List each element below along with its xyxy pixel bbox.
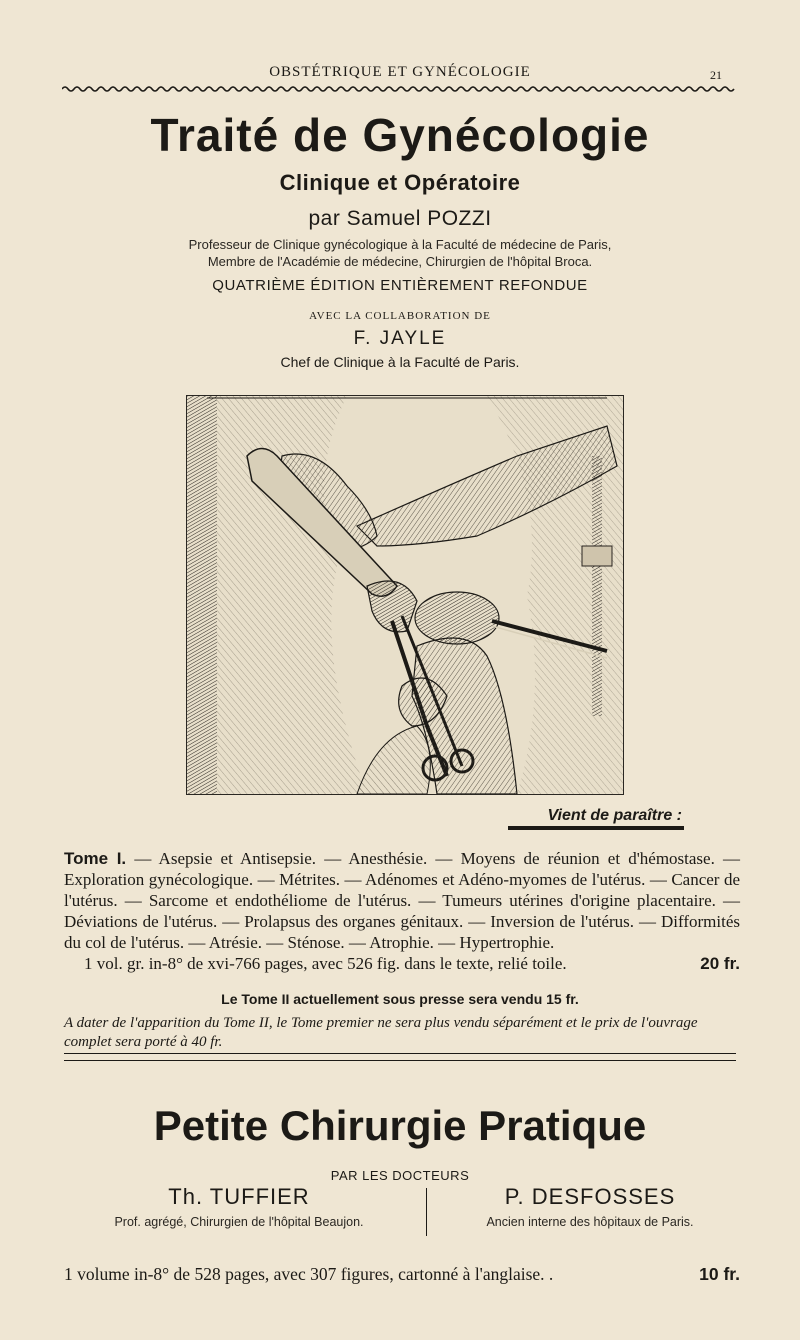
book1-credentials-1: Professeur de Clinique gynécologique à la Faculté de médecine de Paris, — [188, 237, 612, 252]
page-number: 21 — [710, 68, 722, 82]
author1-name: Th. TUFFIER — [168, 1184, 310, 1209]
book1-edition: QUATRIÈME ÉDITION ENTIÈREMENT REFONDUE — [212, 277, 588, 294]
author2-role: Ancien interne des hôpitaux de Paris. — [486, 1215, 694, 1229]
book2-title: Petite Chirurgie Pratique — [153, 1102, 647, 1149]
book2-author2 — [430, 1184, 750, 1229]
price-note: A dater de l'apparition du Tome II, le Tome premier ne sera plus vendu séparément et le prix de l'ouvrage complet sera porté à 40 fr. — [64, 1015, 698, 1050]
book1-subtitle: Clinique et Opératoire — [279, 170, 521, 195]
author-divider — [426, 1188, 427, 1236]
tome-description — [64, 848, 740, 974]
book1-author: par Samuel POZZI — [308, 207, 492, 230]
volume-details-1: 1 vol. gr. in-8° de xvi-766 pages, avec 526 fig. dans le texte, relié toile. — [84, 954, 567, 973]
price-2: 10 fr. — [699, 1264, 740, 1284]
surgical-engraving-illustration — [186, 395, 624, 795]
book1-credentials-2: Membre de l'Académie de médecine, Chirurgien de l'hôpital Broca. — [207, 254, 593, 269]
book2-author1 — [64, 1184, 414, 1229]
header-title: OBSTÉTRIQUE ET GYNÉCOLOGIE — [269, 64, 531, 80]
tome-contents: — Asepsie et Antisepsie. — Anesthésie. — Moyens de réunion et d'hémostase. — Exploration gynécologique. — Métrites. — Adénomes et Adéno-myomes de l'utérus. — Cancer de l'utérus. — Sarcome et endothéliome de l'utérus. — Tumeurs utérines d'origine placentaire. — Déviations de l'utérus. — Prolapsus des organes génitaux. — Inversion de l'utérus. — Difformités du col de l'utérus. — Atrésie. — Sténose. — Atrophie. — Hypertrophie. — [64, 849, 741, 952]
price-1: 20 fr. — [700, 954, 740, 973]
volume-line-1 — [64, 953, 740, 974]
author1-role: Prof. agrégé, Chirurgien de l'hôpital Beaujon. — [114, 1215, 364, 1229]
running-header — [60, 64, 740, 86]
volume-line-2 — [64, 1264, 740, 1285]
volume-details-2: 1 volume in-8° de 528 pages, avec 307 figures, cartonné à l'anglaise. . — [64, 1264, 554, 1284]
tome-ii-notice: Le Tome II actuellement sous presse sera vendu 15 fr. — [221, 991, 579, 1007]
book1-collaboration: AVEC LA COLLABORATION DE — [309, 310, 491, 322]
wavy-rule — [62, 84, 738, 94]
heading-underline — [508, 826, 684, 830]
vient-de-paraitre-label: Vient de paraître : — [547, 807, 682, 824]
engraving-svg — [187, 396, 623, 794]
book2-par-les: PAR LES DOCTEURS — [330, 1168, 470, 1183]
book1-coauthor: F. JAYLE — [353, 328, 447, 349]
section-divider — [64, 1053, 736, 1061]
tome-label: Tome I. — [64, 849, 127, 868]
book1-title: Traité de Gynécologie — [150, 109, 650, 161]
book1-coauthor-role: Chef de Clinique à la Faculté de Paris. — [280, 354, 520, 370]
author2-name: P. DESFOSSES — [504, 1184, 676, 1209]
